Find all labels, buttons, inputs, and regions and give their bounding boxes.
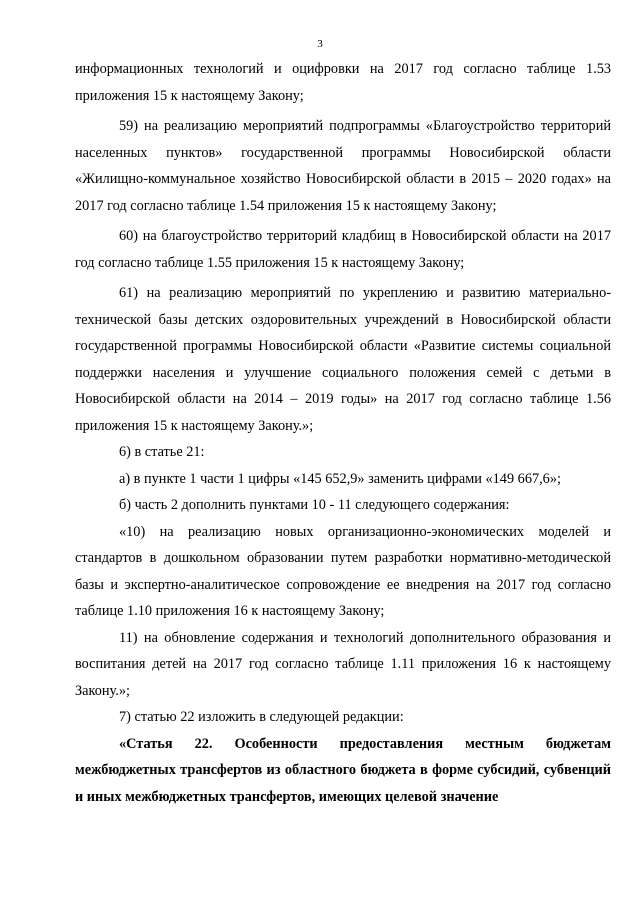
paragraph-article-22: 7) статью 22 изложить в следующей редакции: [119,709,404,725]
paragraph-item-11: 11) на обновление содержания и технологий дополнительного образования и воспитания детей на 2017 год согласно таблице 1.11 приложения 16 к настоящему Закону.»; [75,629,611,699]
paragraph-article-21: 6) в статье 21: [119,444,205,460]
paragraph-item-59: 59) на реализацию мероприятий подпрограммы «Благоустройство территорий населенных пунктов» государственной программы Новосибирской области «Жилищно-коммунальное хозяйство Новосибирской области в 2015 – 2020 годах» на 2017 год согласно таблице 1.54 приложения 15 к настоящему Закону; [75,118,611,214]
paragraph-item-10: «10) на реализацию новых организационно-экономических моделей и стандартов в дошкольном образовании путем разработки нормативно-методической базы и экспертно-аналитическое сопровождение ее внедрения на 2017 год согласно таблице 1.10 приложения 16 к настоящему Закону; [75,523,611,619]
document-body [75,56,611,810]
paragraph-point-a: а) в пункте 1 части 1 цифры «145 652,9» заменить цифрами «149 667,6»; [119,470,561,487]
paragraph-item-60: 60) на благоустройство территорий кладбищ в Новосибирской области на 2017 год согласно таблице 1.55 приложения 15 к настоящему Закону; [75,228,611,271]
paragraph-point-b: б) часть 2 дополнить пунктами 10 - 11 следующего содержания: [119,497,510,513]
page-number: 3 [317,38,323,50]
paragraph-continuation: информационных технологий и оцифровки на 2017 год согласно таблице 1.53 приложения 15 к настоящему Закону; [75,61,611,104]
paragraph-item-61: 61) на реализацию мероприятий по укреплению и развитию материально-технической базы детских оздоровительных учреждений в Новосибирской области государственной программы Новосибирской области «Развитие системы социальной поддержки населения и улучшение социального положения семей с детьми в Новосибирской области на 2014 – 2019 годы» на 2017 год согласно таблице 1.56 приложения 15 к настоящему Закону.»; [75,285,611,434]
article-22-heading: «Статья 22. Особенности предоставления местным бюджетам межбюджетных трансфертов из областного бюджета в форме субсидий, субвенций и иных межбюджетных трансфертов, имеющих целевой значение [75,735,611,805]
